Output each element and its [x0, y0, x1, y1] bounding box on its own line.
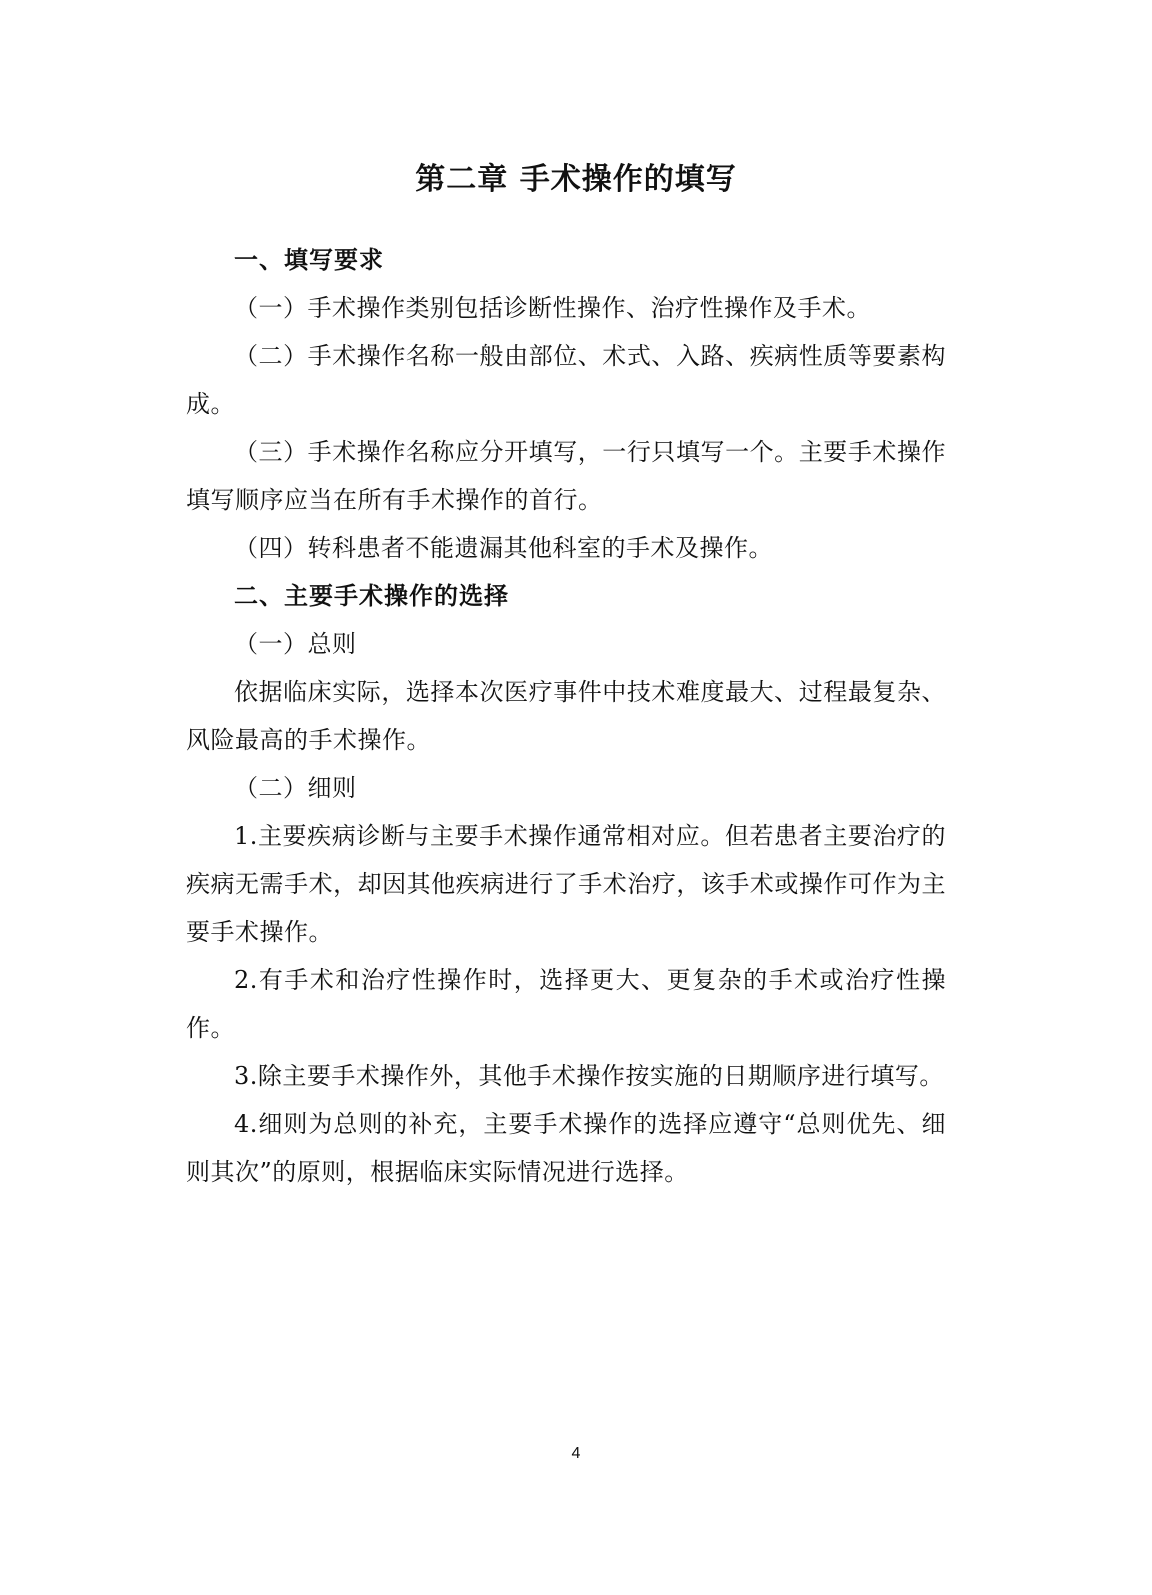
detailed-rule-3: 3.除主要手术操作外，其他手术操作按实施的日期顺序进行填写。 [234, 1062, 944, 1090]
chapter-title: 第二章 手术操作的填写 [415, 162, 737, 197]
requirement-item-4: （四）转科患者不能遗漏其他科室的手术及操作。 [234, 534, 773, 562]
detailed-rule-2: 2.有手术和治疗性操作时，选择更大、更复杂的手术或治疗性操作。 [186, 966, 946, 1042]
section-heading-requirements: 一、填写要求 [234, 246, 384, 274]
detailed-rule-4: 4.细则为总则的补充，主要手术操作的选择应遵守“总则优先、细则其次”的原则，根据临床实际情况进行选择。 [186, 1110, 946, 1186]
page-number: 4 [571, 1445, 581, 1462]
detailed-rule-1: 1.主要疾病诊断与主要手术操作通常相对应。但若患者主要治疗的疾病无需手术，却因其他疾病进行了手术治疗，该手术或操作可作为主要手术操作。 [186, 822, 946, 946]
detailed-rules-label: （二）细则 [234, 774, 357, 802]
section-heading-selection: 二、主要手术操作的选择 [234, 582, 509, 610]
document-body [186, 236, 946, 1196]
requirement-item-2: （二）手术操作名称一般由部位、术式、入路、疾病性质等要素构成。 [186, 342, 946, 418]
requirement-item-1: （一）手术操作类别包括诊断性操作、治疗性操作及手术。 [234, 294, 871, 322]
general-principle-label: （一）总则 [234, 630, 357, 658]
requirement-item-3: （三）手术操作名称应分开填写，一行只填写一个。主要手术操作填写顺序应当在所有手术操作的首行。 [186, 438, 946, 514]
general-principle-text: 依据临床实际，选择本次医疗事件中技术难度最大、过程最复杂、风险最高的手术操作。 [186, 678, 946, 754]
